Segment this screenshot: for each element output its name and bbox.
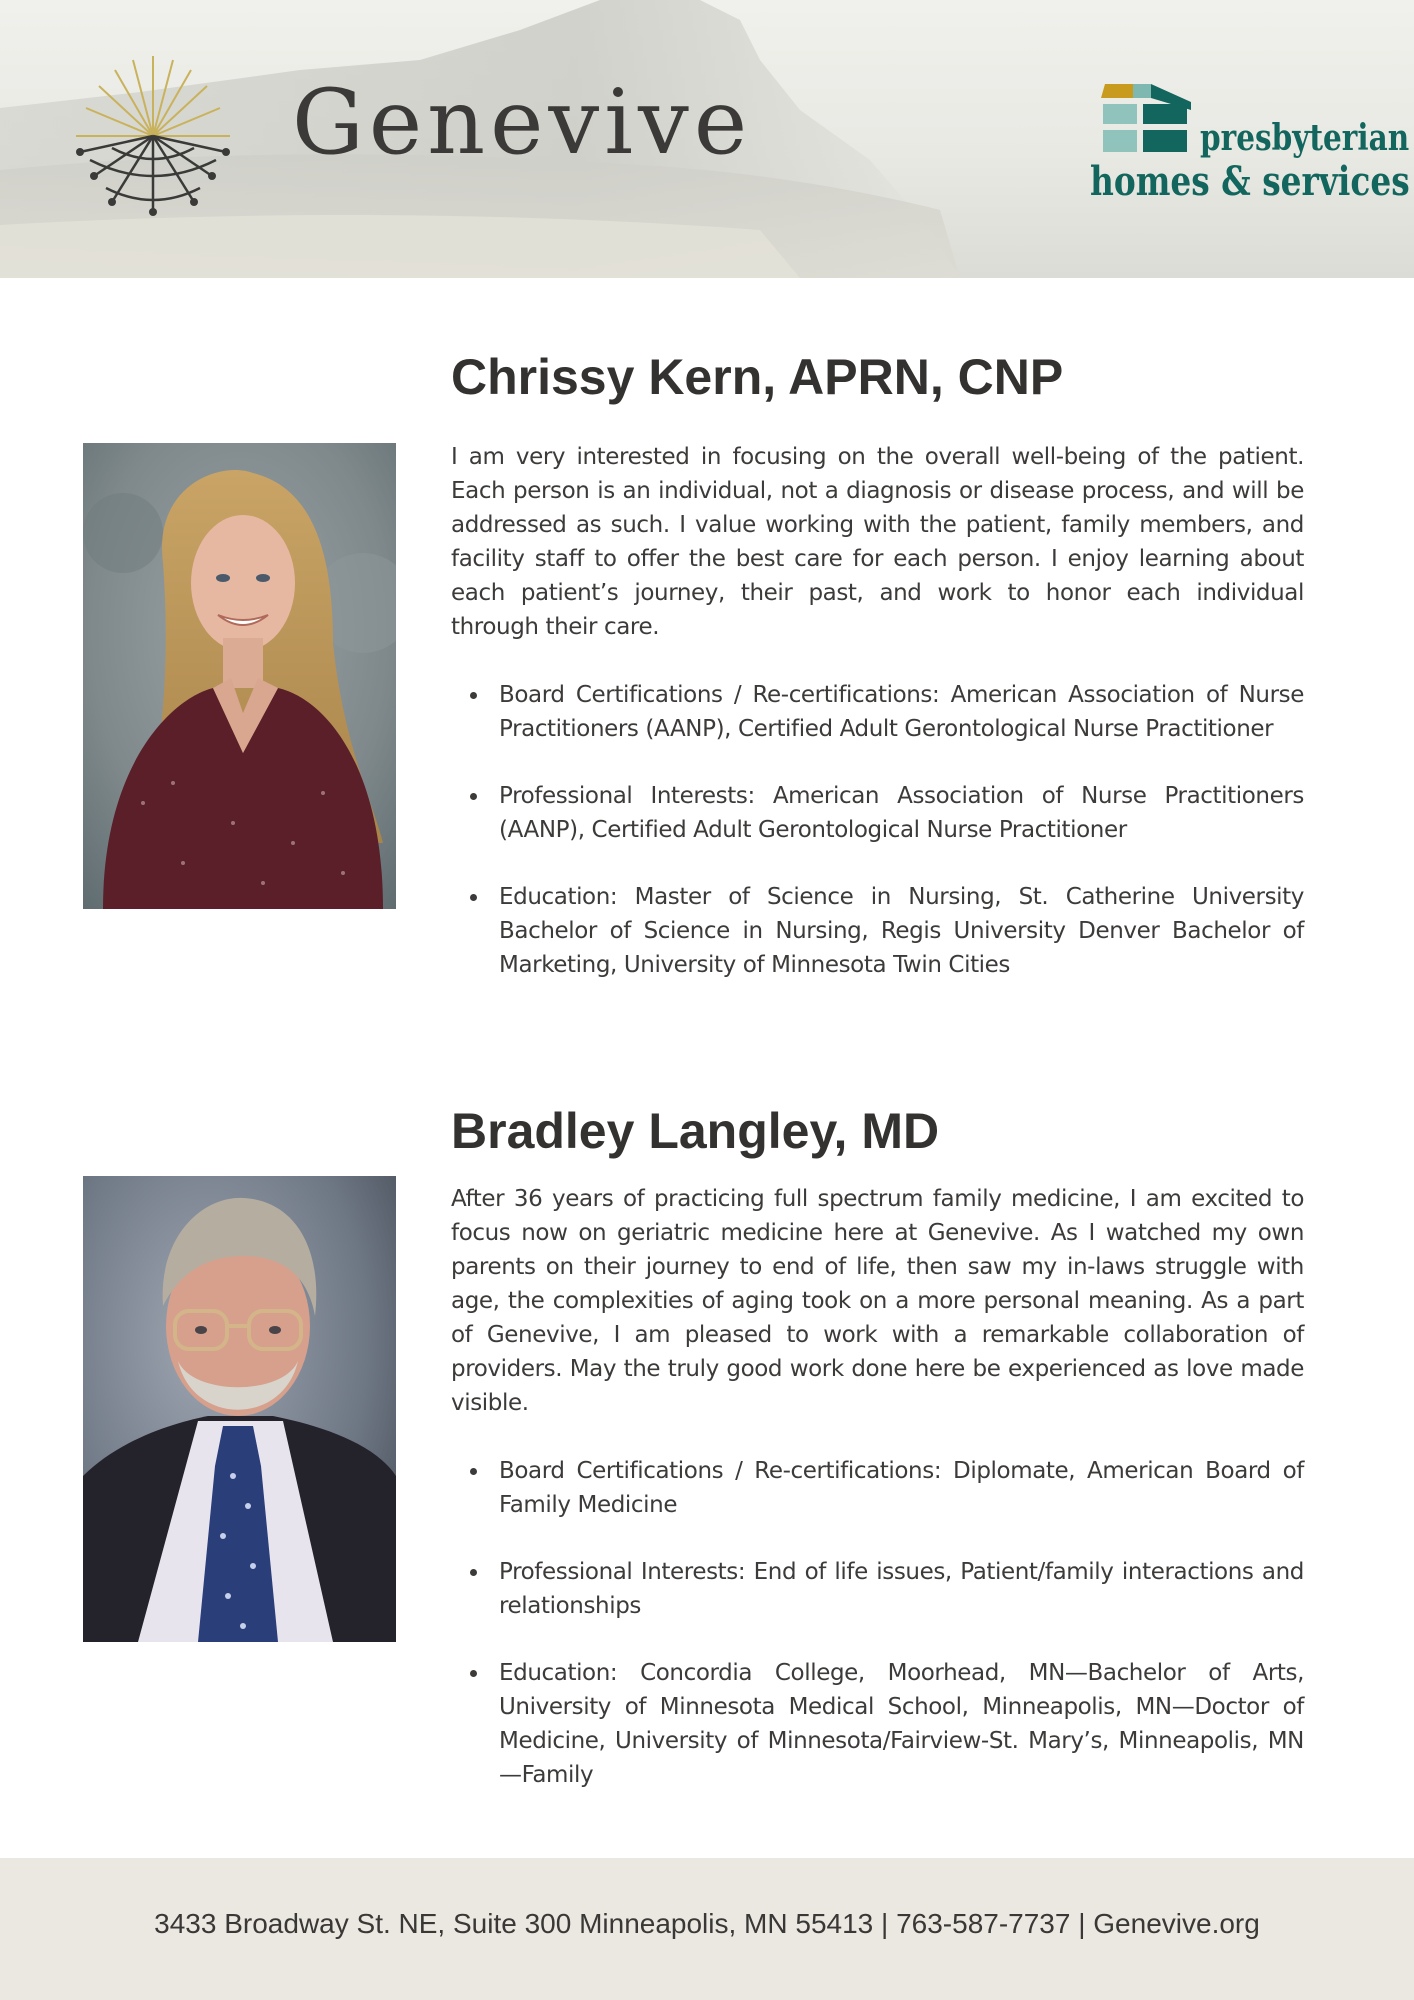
credential-board-certifications: Board Certifications / Re-certifications: Diplomate, American Board of Family Medicine xyxy=(451,1454,1304,1522)
page-header xyxy=(0,0,1414,278)
profile-name: Chrissy Kern, APRN, CNP xyxy=(451,349,1064,405)
presbyterian-homes-logo xyxy=(1090,82,1410,212)
credential-professional-interests: Professional Interests: American Association of Nurse Practitioners (AANP), Certified Adult Gerontological Nurse Practitioner xyxy=(451,779,1304,847)
genevive-wordmark: Genevive xyxy=(292,70,753,175)
credentials-list xyxy=(451,678,1304,1015)
profile-name: Bradley Langley, MD xyxy=(451,1103,940,1159)
credentials-list xyxy=(451,1454,1304,1825)
credential-professional-interests: Professional Interests: End of life issues, Patient/family interactions and relationships xyxy=(451,1555,1304,1623)
credential-board-certifications: Board Certifications / Re-certifications: American Association of Nurse Practitioners (AANP), Certified Adult Gerontological Nurse Practitioner xyxy=(451,678,1304,746)
partner-name-line2: homes & services xyxy=(1090,158,1410,205)
partner-name-line1: presbyterian xyxy=(1200,117,1410,159)
house-cross-icon xyxy=(1093,84,1191,152)
credential-education: Education: Concordia College, Moorhead, MN—Bachelor of Arts, University of Minnesota Medical School, Minneapolis, MN—Doctor of Medicine, University of Minnesota/Fairview-St. Mary’s, Minneapolis, MN —Family xyxy=(451,1656,1304,1792)
profile-bio: I am very interested in focusing on the overall well-being of the patient. Each person is an individual, not a diagnosis or disease process, and will be addressed as such. I value working with the patient, family members, and facility staff to offer the best care for each person. I enjoy learning about each patient’s journey, their past, and work to honor each individual through their care. xyxy=(451,444,1304,640)
sunburst-globe-icon xyxy=(72,52,234,220)
portrait-photo xyxy=(83,1176,396,1642)
contact-info: 3433 Broadway St. NE, Suite 300 Minneapolis, MN 55413 | 763-587-7737 | Genevive.org xyxy=(154,1908,1260,1939)
page-footer xyxy=(0,1858,1414,2000)
portrait-photo xyxy=(83,443,396,909)
credential-education: Education: Master of Science in Nursing, St. Catherine University Bachelor of Science in Nursing, Regis University Denver Bachelor of Marketing, University of Minnesota Twin Cities xyxy=(451,880,1304,982)
profile-bio: After 36 years of practicing full spectrum family medicine, I am excited to focus now on geriatric medicine here at Genevive. As I watched my own parents on their journey to end of life, then saw my in-laws struggle with age, the complexities of aging took on a more personal meaning. As a part of Genevive, I am pleased to work with a remarkable collaboration of providers. May the truly good work done here be experienced as love made visible. xyxy=(451,1186,1304,1416)
